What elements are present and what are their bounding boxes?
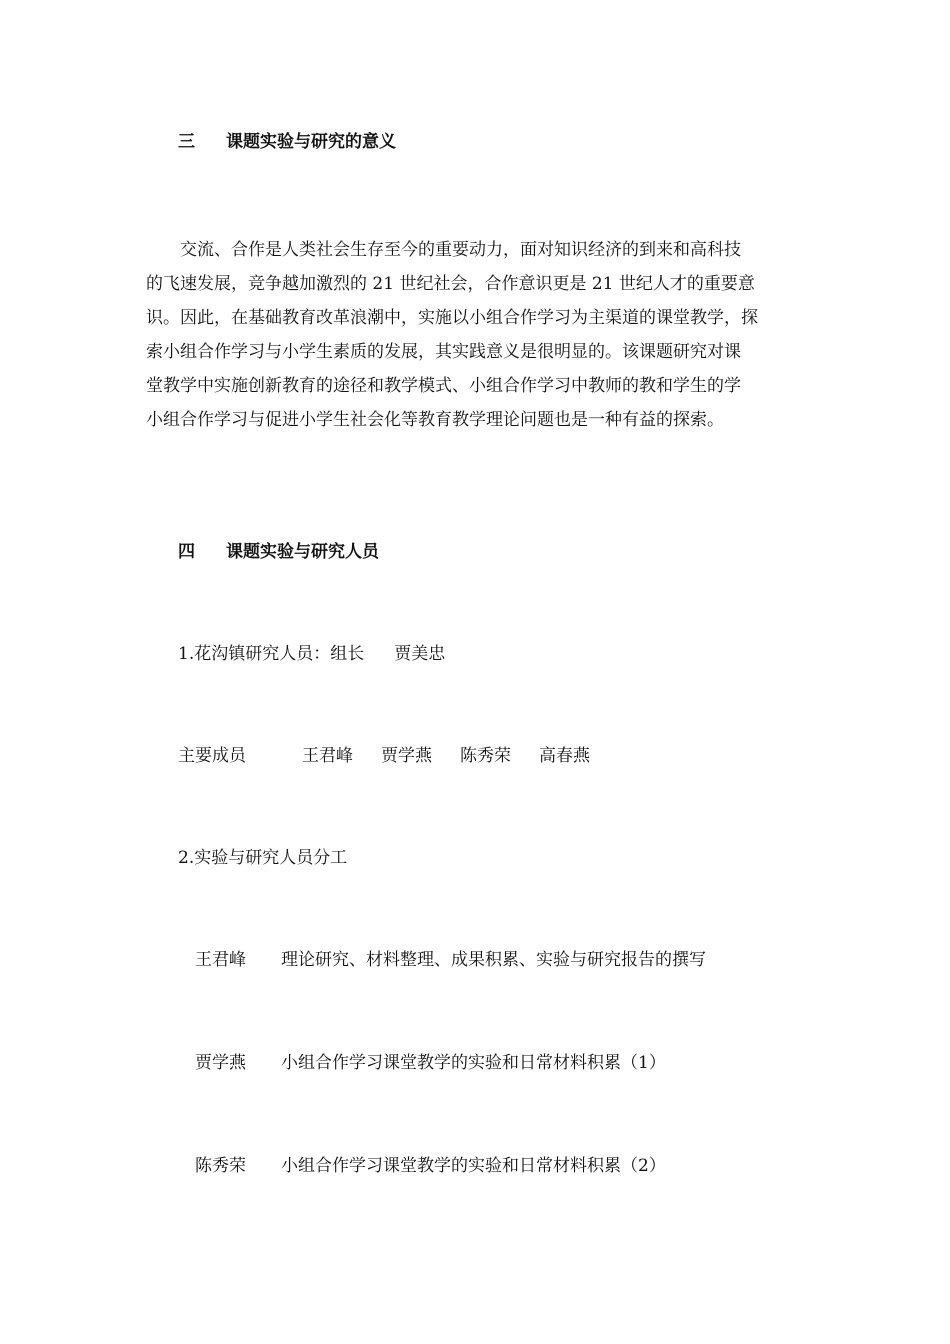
section-3-paragraph bbox=[146, 233, 810, 437]
assignment-duty: 小组合作学习课堂教学的实验和日常材料积累（1） bbox=[281, 1053, 666, 1073]
research-leader-label: 1.花沟镇研究人员：组长 bbox=[178, 644, 365, 664]
paragraph-line: 的飞速发展，竞争越加激烈的 21 世纪社会，合作意识更是 21 世纪人才的重要意 bbox=[146, 274, 755, 294]
member-name: 陈秀荣 bbox=[460, 746, 511, 766]
main-members-label: 主要成员 bbox=[178, 746, 246, 766]
paragraph-line: 堂教学中实施创新教育的途径和教学模式、小组合作学习中教师的教和学生的学 bbox=[146, 376, 741, 396]
main-members-line bbox=[178, 741, 618, 766]
assignment-row bbox=[195, 1151, 666, 1176]
section-4-title: 课题实验与研究人员 bbox=[226, 542, 379, 562]
assignment-row bbox=[195, 945, 706, 970]
division-of-labor-heading: 2.实验与研究人员分工 bbox=[178, 848, 348, 868]
paragraph-line: 索小组合作学习与小学生素质的发展，其实践意义是很明显的。该课题研究对课 bbox=[146, 342, 741, 362]
paragraph-line: 交流、合作是人类社会生存至今的重要动力，面对知识经济的到来和高科技 bbox=[180, 240, 741, 260]
assignment-name: 贾学燕 bbox=[195, 1053, 246, 1073]
research-leader-line bbox=[178, 639, 445, 664]
assignment-name: 陈秀荣 bbox=[195, 1156, 246, 1176]
member-name: 王君峰 bbox=[302, 746, 353, 766]
paragraph-line: 识。因此，在基础教育改革浪潮中，实施以小组合作学习为主渠道的课堂教学，探 bbox=[146, 308, 758, 328]
section-3-title: 课题实验与研究的意义 bbox=[226, 132, 396, 152]
paragraph-line: 小组合作学习与促进小学生社会化等教育教学理论问题也是一种有益的探索。 bbox=[146, 410, 724, 430]
section-3-number: 三 bbox=[178, 132, 195, 152]
section-3-heading bbox=[178, 127, 396, 152]
member-name: 贾学燕 bbox=[381, 746, 432, 766]
assignment-duty: 理论研究、材料整理、成果积累、实验与研究报告的撰写 bbox=[281, 950, 706, 970]
section-4-heading bbox=[178, 537, 379, 562]
assignment-name: 王君峰 bbox=[195, 950, 246, 970]
member-name: 高春燕 bbox=[539, 746, 590, 766]
assignment-duty: 小组合作学习课堂教学的实验和日常材料积累（2） bbox=[281, 1156, 666, 1176]
research-leader-name: 贾美忠 bbox=[394, 644, 446, 664]
assignment-row bbox=[195, 1048, 666, 1073]
section-4-number: 四 bbox=[178, 542, 195, 562]
